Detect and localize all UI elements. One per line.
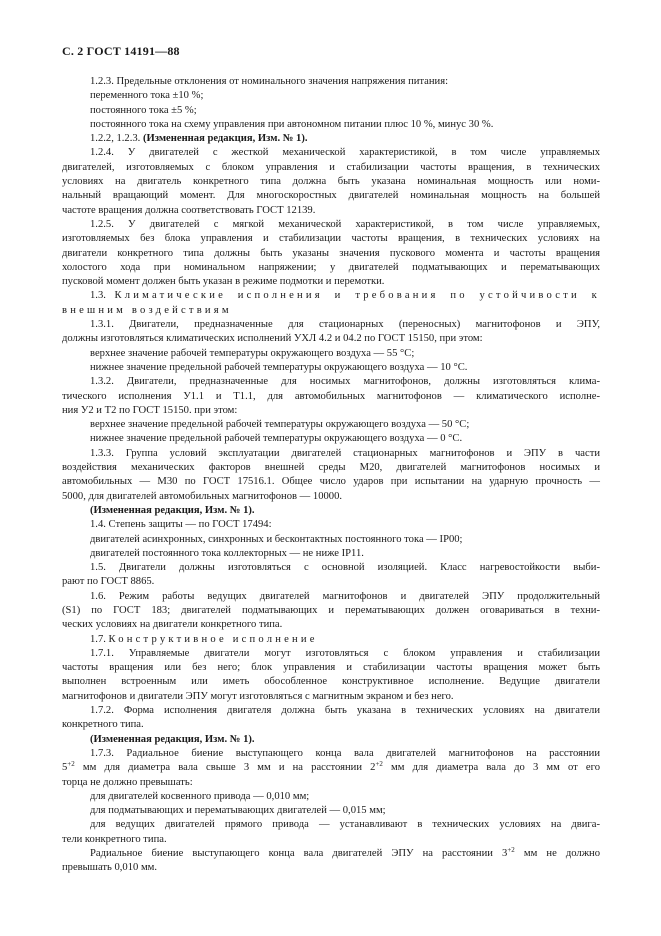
text-line — [62, 146, 600, 160]
text-span: рают по ГОСТ 8865. — [62, 576, 155, 588]
text-line — [62, 704, 600, 718]
text-span: для ведущих двигателей прямого привода — устанавливают в технических условиях на двига- — [90, 819, 600, 831]
text-span: 1.2.5. У двигателей с мягкой механической характеристикой, в том числе управляемых, — [90, 218, 600, 230]
text-span: частоте вращения должна соответствовать ГОСТ 12139. — [62, 204, 316, 216]
text-span: должны изготовляться климатических исполнений УХЛ 4.2 и 04.2 по ГОСТ 15150, при этом: — [62, 333, 483, 345]
text-span: торца не должно превышать: — [62, 776, 193, 788]
text-span: верхнее значение рабочей температуры окружающего воздуха — 55 °С; — [90, 347, 415, 359]
text-span: 1.3.3. Группа условий эксплуатации двигателей стационарных магнитофонов и ЭПУ в части — [90, 447, 600, 459]
text-span: 1.2.4. У двигателей с жесткой механической характеристикой, в том числе управляемых — [90, 147, 600, 159]
text-line — [62, 390, 600, 404]
text-span: переменного тока ±10 %; — [90, 90, 204, 102]
revision-note: (Измененная редакция, Изм. № 1). — [90, 733, 255, 745]
text-line — [62, 847, 600, 861]
text-span: 5 — [62, 762, 68, 774]
text-span: выполнен встроенным или иметь обособленное конструктивное исполнение. Ведущие двигатели — [62, 676, 600, 688]
text-line — [62, 461, 600, 475]
text-line — [62, 833, 600, 847]
text-line — [62, 132, 600, 146]
text-line — [62, 332, 600, 346]
text-line — [62, 718, 600, 732]
text-line — [62, 604, 600, 618]
text-span: ческих условиях на двигатели конкретного типа. — [62, 619, 283, 631]
text-span: 1.2.3. Предельные отклонения от номинального значения напряжения питания: — [90, 76, 449, 87]
text-span: 1.3. — [90, 290, 115, 302]
text-line — [62, 675, 600, 689]
text-line — [62, 690, 600, 704]
text-line — [62, 75, 600, 89]
spaced-heading: внешним воздействиям — [62, 304, 232, 316]
text-span: для двигателей косвенного привода — 0,010 мм; — [90, 790, 310, 802]
text-span: Радиальное биение выступающего конца вала двигателей ЭПУ на расстоянии 3 — [90, 848, 508, 860]
text-line — [62, 647, 600, 661]
text-line — [62, 575, 600, 589]
text-span: условиях на двигатель конкретного типа должна быть указана номинальная мощность или номи- — [62, 176, 600, 188]
text-span: двигателей асинхронных, синхронных и бесконтактных постоянного тока — IP00; — [90, 533, 463, 545]
text-span: 1.5. Двигатели должны изготовляться с основной изоляцией. Класс нагревостойкости выби- — [90, 562, 600, 574]
text-line — [62, 347, 600, 361]
text-span: 1.7. — [90, 633, 109, 645]
text-span: холостого хода при номинальном напряжении; у двигателей подматывающих и перематывающих — [62, 261, 600, 273]
text-span: постоянного тока ±5 %; — [90, 104, 197, 116]
text-span: пусковой момент должен быть указан в режиме подмотки и перемотки. — [62, 276, 385, 288]
page-header: С. 2 ГОСТ 14191—88 — [62, 44, 180, 58]
text-span: 1.7.2. Форма исполнения двигателя должна быть указана в технических условиях на двигатели — [90, 705, 600, 717]
text-span: автомобильных — М30 по ГОСТ 17516.1. Общее число ударов при испытании на ударную прочность — — [62, 476, 600, 488]
text-span: 1.7.3. Радиальное биение выступающего конца вала двигателей магнитофонов на расстоянии — [90, 747, 600, 759]
text-line — [62, 118, 600, 132]
spaced-heading: Конструктивное исполнение — [108, 633, 318, 645]
text-span: мм для диаметра вала до 3 мм от его — [382, 762, 600, 774]
text-span: верхнее значение предельной рабочей температуры окружающего воздуха — 50 °С; — [90, 419, 470, 431]
superscript: +2 — [375, 760, 383, 769]
text-span: воздействия механических факторов внешней среды М20, двигателей магнитофонов носимых и — [62, 462, 600, 474]
text-line — [62, 361, 600, 375]
text-span: нижнее значение предельной рабочей температуры окружающего воздуха — 10 °С. — [90, 361, 468, 373]
text-line — [62, 747, 600, 761]
text-span: превышать 0,010 мм. — [62, 862, 158, 874]
text-line — [62, 475, 600, 489]
spaced-heading: Климатические исполнения и требования по устойчивости к — [114, 290, 600, 302]
text-line — [62, 218, 600, 232]
text-span: постоянного тока на схему управления при автономном питании плюс 10 %, минус 30 %. — [90, 118, 494, 130]
text-span: (S1) по ГОСТ 183; двигателей подматывающих и перематывающих должен оговариваться в техни- — [62, 604, 600, 616]
superscript: +2 — [507, 846, 515, 855]
text-span: изготовляемых без блока управления и стабилизации частоты вращения, в технических условиях на — [62, 233, 600, 245]
text-line — [62, 289, 600, 303]
text-span: 1.3.1. Двигатели, предназначенные для стационарных (переносных) магнитофонов и ЭПУ, — [90, 319, 600, 331]
text-span: 1.4. Степень защиты — по ГОСТ 17494: — [90, 519, 272, 531]
text-span: 1.3.2. Двигатели, предназначенные для носимых магнитофонов, должны изготовляться клима- — [90, 376, 600, 388]
text-line — [62, 818, 600, 832]
text-line — [62, 590, 600, 604]
text-span: частоты вращения или без него; блок управления и стабилизации частоты вращения может быть — [62, 662, 600, 674]
text-line — [62, 761, 600, 775]
text-span: нальный вращающий момент. Для многоскоростных двигателей номинальная мощность на большей — [62, 190, 600, 202]
text-line — [62, 733, 600, 747]
text-span: 1.7.1. Управляемые двигатели могут изготовляться с блоком управления и стабилизации — [90, 647, 600, 659]
text-line — [62, 804, 600, 818]
text-span: 5000, для двигателей автомобильных магнитофонов — 10000. — [62, 490, 343, 502]
text-span: для подматывающих и перематывающих двигателей — 0,015 мм; — [90, 805, 386, 817]
text-line — [62, 232, 600, 246]
revision-note: (Измененная редакция, Изм. № 1). — [90, 504, 255, 516]
text-span: тического исполнения У1.1 и Т1.1, для автомобильных магнитофонов — климатического исполне- — [62, 390, 600, 402]
text-line — [62, 189, 600, 203]
text-line — [62, 618, 600, 632]
text-span: тели конкретного типа. — [62, 833, 167, 845]
text-line — [62, 89, 600, 103]
text-line — [62, 175, 600, 189]
text-line — [62, 504, 600, 518]
text-line — [62, 518, 600, 532]
text-line — [62, 447, 600, 461]
text-span: 1.2.2, 1.2.3. — [90, 133, 143, 145]
text-line — [62, 418, 600, 432]
text-line — [62, 404, 600, 418]
text-span: конкретного типа. — [62, 719, 144, 731]
text-line — [62, 247, 600, 261]
text-span: двигателей постоянного тока коллекторных — не ниже IP11. — [90, 547, 364, 559]
text-span: магнитофонов и двигатели ЭПУ могут изготовляться с магнитным экраном и без него. — [62, 690, 454, 702]
text-line — [62, 790, 600, 804]
text-span: двигатели конкретного типа должны быть указаны значения пускового момента и частоты вращения — [62, 247, 600, 259]
text-line — [62, 547, 600, 561]
text-line — [62, 432, 600, 446]
text-line — [62, 318, 600, 332]
text-line — [62, 275, 600, 289]
text-line — [62, 861, 600, 875]
text-span: мм не должно — [514, 848, 601, 860]
text-span: двигателей, изготовляемых с блоком управления и стабилизации частоты вращения, в технических — [62, 161, 600, 173]
revision-note: (Измененная редакция, Изм. № 1). — [142, 133, 308, 145]
text-line — [62, 661, 600, 675]
superscript: +2 — [67, 760, 75, 769]
document-body — [62, 75, 600, 876]
text-span: нижнее значение предельной рабочей температуры окружающего воздуха — 0 °С. — [90, 433, 463, 445]
text-line — [62, 304, 600, 318]
text-line — [62, 633, 600, 647]
text-span: мм для диаметра вала свыше 3 мм и на расстоянии 2 — [74, 762, 376, 774]
text-line — [62, 261, 600, 275]
text-line — [62, 161, 600, 175]
text-span: ния У2 и Т2 по ГОСТ 15150. при этом: — [62, 404, 238, 416]
text-line — [62, 104, 600, 118]
text-line — [62, 533, 600, 547]
text-line — [62, 776, 600, 790]
text-line — [62, 561, 600, 575]
text-line — [62, 490, 600, 504]
text-line — [62, 375, 600, 389]
text-span: 1.6. Режим работы ведущих двигателей магнитофонов и двигателей ЭПУ продолжительный — [90, 590, 600, 602]
text-line — [62, 204, 600, 218]
